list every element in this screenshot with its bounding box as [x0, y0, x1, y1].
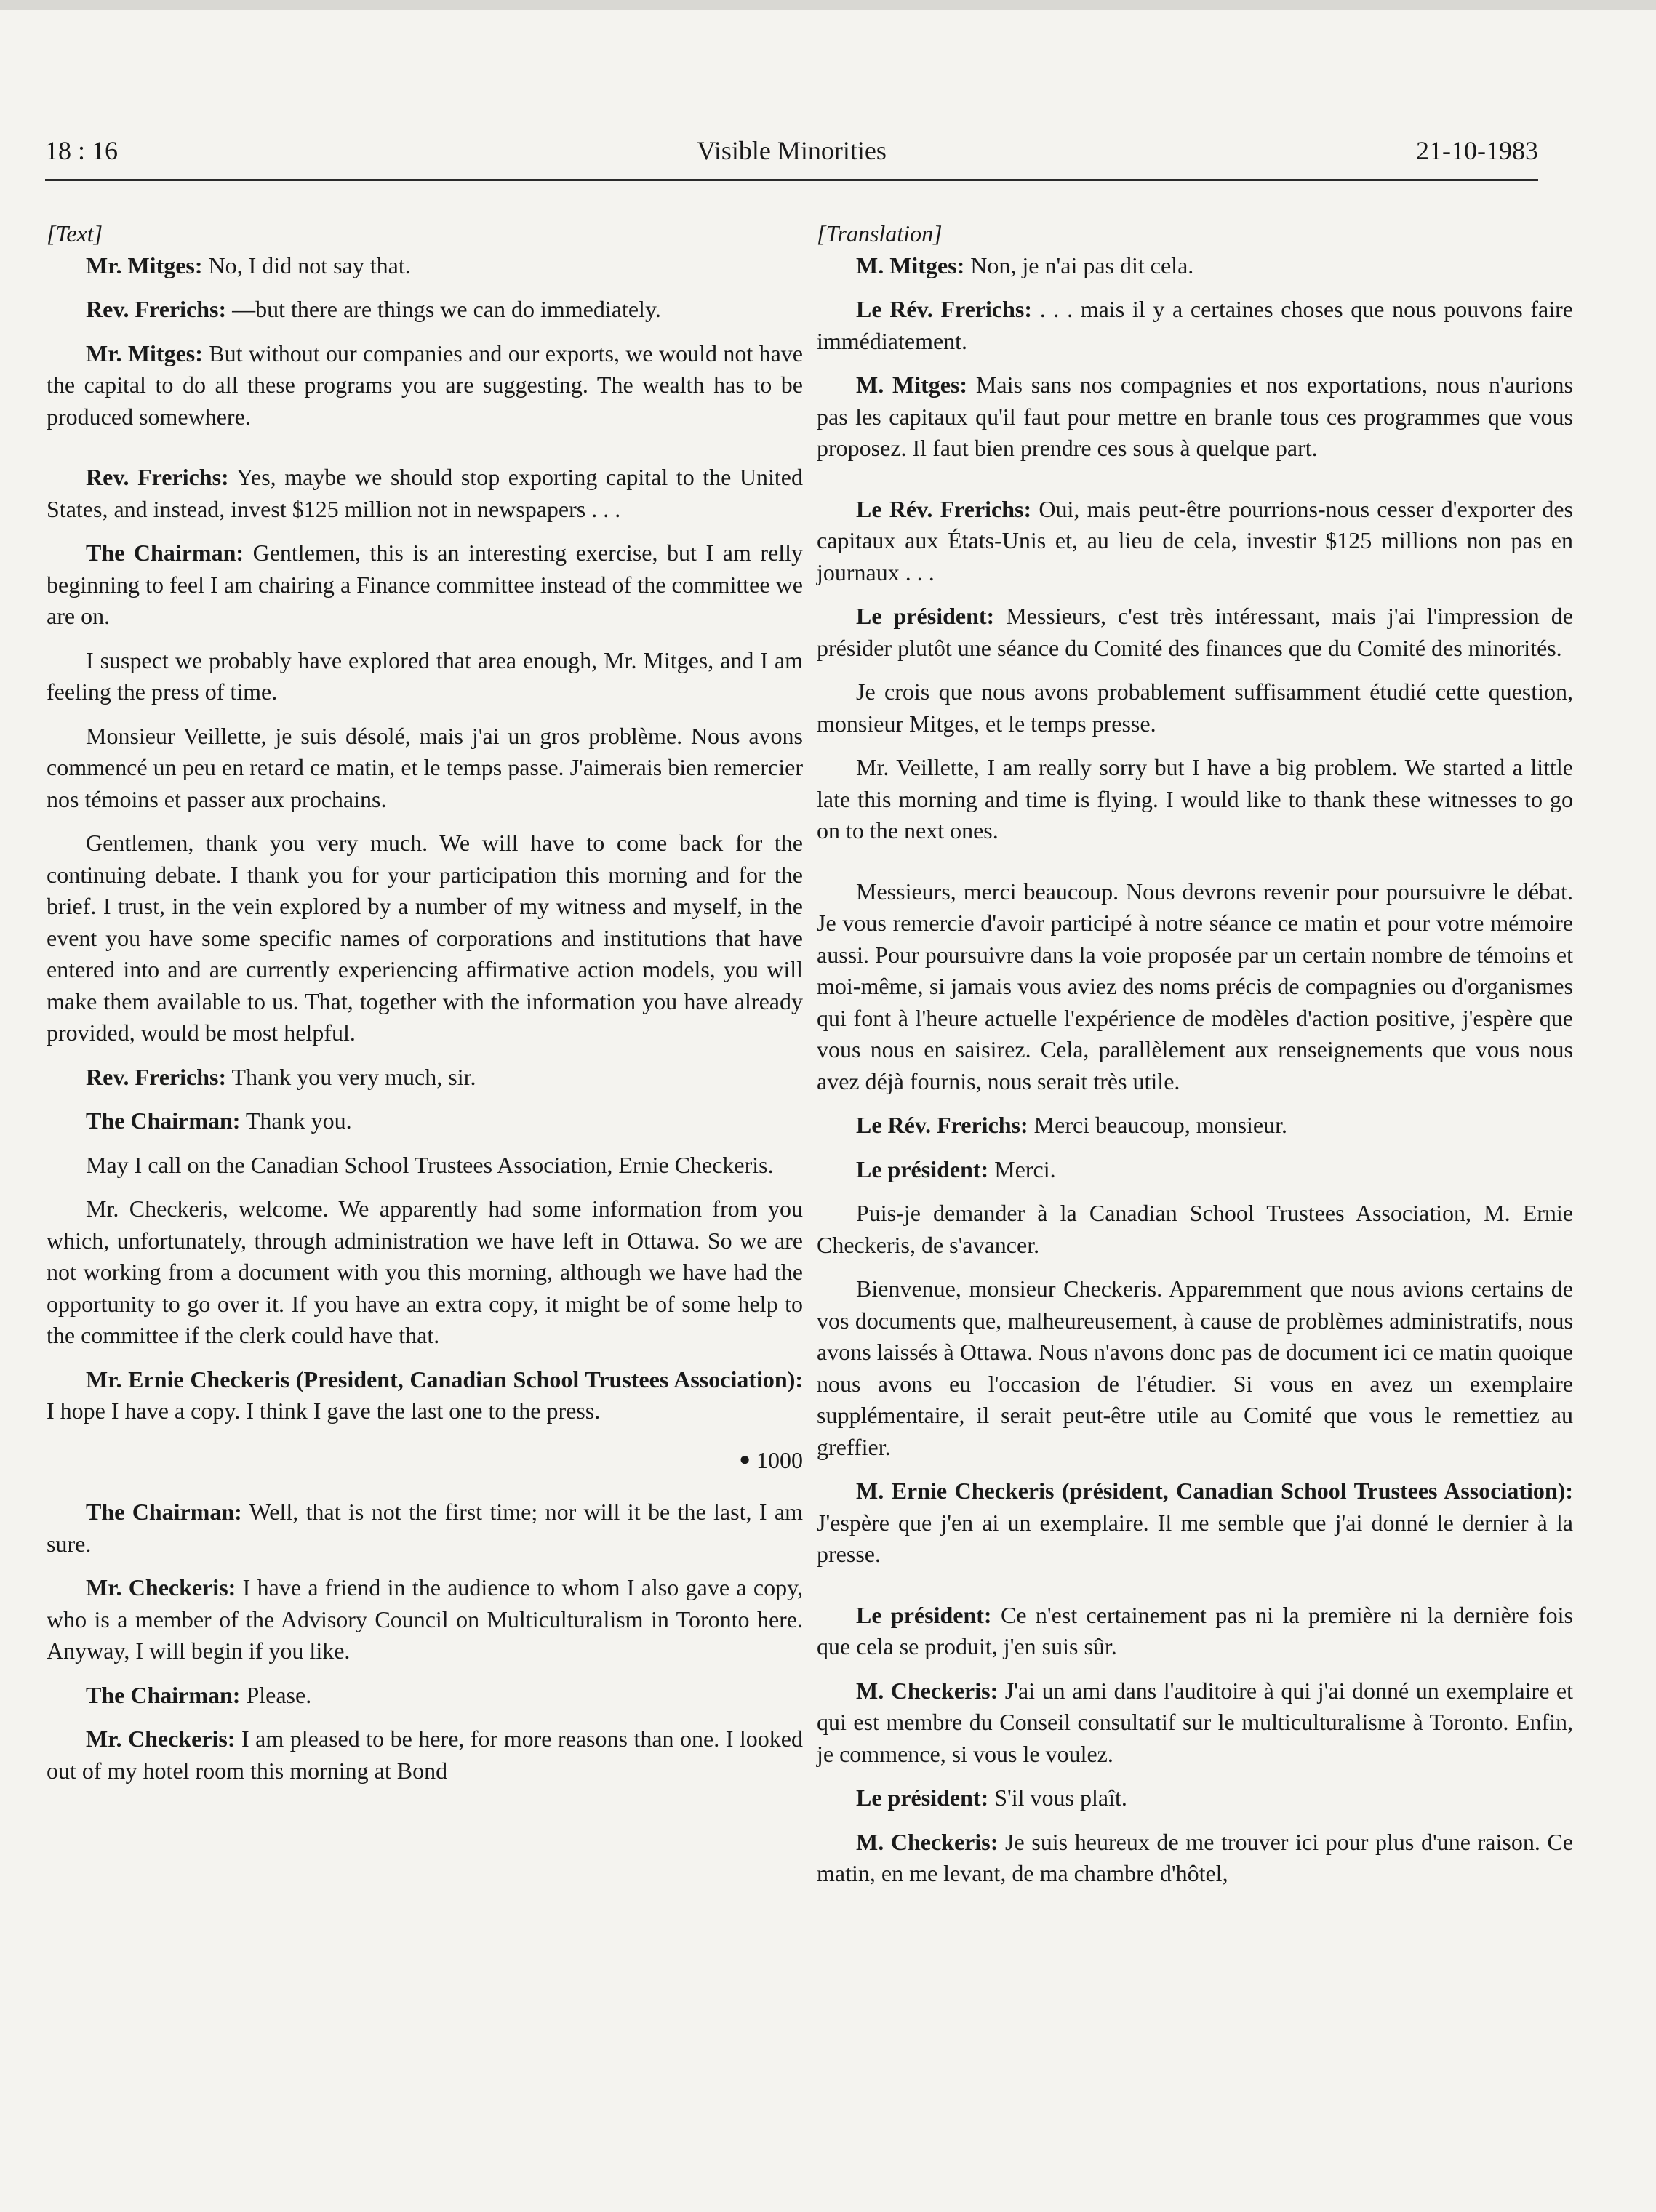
speaker-name: Le Rév. Frerichs:: [856, 296, 1033, 322]
speech-text: Messieurs, c'est très intéressant, mais j'ai l'impression de présider plutôt une séance du Comité des finances que du Comité des minorités.: [817, 603, 1574, 661]
transcript-paragraph: [817, 1154, 1573, 1186]
transcript-paragraph: [817, 369, 1573, 465]
speaker-name: Le président:: [856, 1784, 989, 1811]
speaker-name: M. Mitges:: [856, 372, 968, 398]
english-column: [47, 218, 803, 1799]
transcript-paragraph: [47, 1572, 803, 1667]
speaker-name: Le président:: [856, 603, 995, 629]
speech-text: Merci beaucoup, monsieur.: [1028, 1112, 1288, 1138]
speech-text: Je crois que nous avons probablement suffisamment étudié cette question, monsieur Mitges, et le temps presse.: [817, 678, 1573, 737]
speech-text: S'il vous plaît.: [988, 1784, 1127, 1811]
page-header: [45, 135, 1538, 166]
transcript-paragraph: [47, 462, 803, 525]
transcript-paragraph: [817, 676, 1573, 740]
time-marker-text: 1000: [756, 1446, 803, 1473]
transcript-paragraph: [817, 1782, 1573, 1814]
right-paragraphs: [817, 250, 1573, 1890]
speech-text: Gentlemen, thank you very much. We will have to come back for the continuing debate. I thank you for your participation this morning and for the brief. I trust, in the vein explored by a number of my witness and myself, in the event you have some specific names of corporations and institutions that have entered into and are currently experiencing affirmative action models, you will make them available to us. That, together with the information you have already provided, would be most helpful.: [47, 830, 803, 1046]
speech-text: Ce n'est certainement pas ni la première ni la dernière fois que cela se produit, j'en suis sûr.: [817, 1601, 1574, 1659]
speaker-name: Rev. Frerichs:: [86, 1063, 227, 1090]
transcript-paragraph: [817, 601, 1573, 664]
speech-text: . . . mais il y a certaines choses que nous pouvons faire immédiatement.: [817, 296, 1574, 354]
transcript-paragraph: [817, 1198, 1573, 1261]
speech-text: Je suis heureux de me trouver ici pour plus d'une raison. Ce matin, en me levant, de ma chambre d'hôtel,: [817, 1828, 1574, 1886]
speech-text: Mr. Checkeris, welcome. We apparently had some information from you which, unfortunately, through administration we have left in Ottawa. So we are not working from a document with you this morning, although we have had the opportunity to go over it. If you have an extra copy, it might be of some help to the committee if the clerk could have that.: [47, 1195, 803, 1348]
transcript-paragraph: [817, 1273, 1573, 1463]
transcript-paragraph: [817, 1675, 1573, 1771]
speech-text: But without our companies and our exports, we would not have the capital to do all these programs you are suggesting. The wealth has to be produced somewhere.: [47, 340, 804, 430]
transcript-paragraph: [817, 1827, 1573, 1890]
transcript-paragraph: [817, 752, 1573, 847]
speech-text: I suspect we probably have explored that area enough, Mr. Mitges, and I am feeling the press of time.: [47, 646, 803, 705]
transcript-paragraph: [817, 1475, 1573, 1571]
speaker-name: M. Mitges:: [856, 252, 965, 278]
speech-text: May I call on the Canadian School Trustees Association, Ernie Checkeris.: [86, 1151, 774, 1178]
transcript-paragraph: [817, 250, 1573, 282]
speech-text: Non, je n'ai pas dit cela.: [964, 252, 1194, 278]
speaker-name: The Chairman:: [86, 1499, 242, 1525]
transcript-paragraph: [47, 828, 803, 1049]
left-paragraphs-continued: [47, 1496, 803, 1787]
transcript-paragraph: [47, 645, 803, 708]
speaker-name: M. Ernie Checkeris (président, Canadian School Trustees Association):: [856, 1478, 1573, 1504]
page-top-edge: [0, 0, 1656, 10]
speech-text: Thank you.: [240, 1107, 352, 1134]
transcript-paragraph: [47, 338, 803, 433]
transcript-paragraph: [47, 1105, 803, 1137]
speaker-name: Le président:: [856, 1601, 992, 1628]
page-title: Visible Minorities: [697, 136, 887, 165]
page-number: 18 : 16: [45, 136, 119, 165]
speech-text: Thank you very much, sir.: [226, 1063, 476, 1090]
transcript-paragraph: [47, 721, 803, 816]
speech-text: Yes, maybe we should stop exporting capital to the United States, and instead, invest $125 million not in newspapers . . .: [47, 464, 804, 522]
speech-text: Gentlemen, this is an interesting exercise, but I am relly beginning to feel I am chairing a Finance committee instead of the committee we are on.: [47, 540, 804, 629]
transcript-paragraph: [817, 1110, 1573, 1142]
speech-text: Oui, mais peut-être pourrions-nous cesser d'exporter des capitaux aux États-Unis et, au lieu de cela, investir $125 millions non pas en journaux . . .: [817, 495, 1574, 585]
speaker-name: M. Checkeris:: [856, 1828, 999, 1855]
speaker-name: The Chairman:: [86, 1107, 241, 1134]
speaker-name: Mr. Checkeris:: [86, 1574, 236, 1600]
speech-text: Messieurs, merci beaucoup. Nous devrons revenir pour poursuivre le débat. Je vous remercie d'avoir participé à notre séance ce matin et pour votre mémoire aussi. Pour poursuivre dans la voie proposée par un certain nombre de témoins et moi-même, si jamais vous aviez des noms précis de compagnies ou d'organismes qui font à l'heure actuelle l'expérience de modèles d'action positive, j'espère que vous nous en saisirez. Cela, parallèlement aux renseignements que vous nous avez déjà fournis, nous serait très utile.: [817, 878, 1573, 1094]
transcript-paragraph: [47, 1723, 803, 1787]
transcript-paragraph: [817, 876, 1573, 1098]
speech-text: Bienvenue, monsieur Checkeris. Apparemment que nous avions certains de vos documents que, malheureusement, à cause de problèmes administratifs, nous avons laissés à Ottawa. Nous n'avons donc pas de document ici ce matin quoique nous avons eu l'occasion de l'étudier. Si vous en avez un exemplaire supplémentaire, il serait peut-être utile au Comité que vous le remettiez au greffier.: [817, 1275, 1573, 1460]
speech-text: J'ai un ami dans l'auditoire à qui j'ai donné un exemplaire et qui est membre du Conseil consultatif sur le multiculturalisme à Toronto. Enfin, je commence, si vous le voulez.: [817, 1677, 1574, 1767]
transcript-paragraph: [47, 1062, 803, 1094]
speech-text: —but there are things we can do immediately.: [226, 296, 661, 322]
header-rule: [45, 179, 1538, 181]
speech-text: No, I did not say that.: [202, 252, 411, 278]
speech-text: Merci.: [988, 1155, 1056, 1182]
transcript-paragraph: [817, 294, 1573, 357]
speaker-name: The Chairman:: [86, 1681, 241, 1708]
french-column: [817, 218, 1573, 1902]
speech-text: Monsieur Veillette, je suis désolé, mais j'ai un gros problème. Nous avons commencé un peu en retard ce matin, et le temps passe. J'aimerais bien remercier nos témoins et passer aux prochains.: [47, 722, 803, 812]
speech-text: I hope I have a copy. I think I gave the last one to the press.: [47, 1398, 601, 1424]
speech-text: Well, that is not the first time; nor will it be the last, I am sure.: [47, 1499, 804, 1557]
transcript-paragraph: [47, 1193, 803, 1352]
transcript-paragraph: [47, 294, 803, 326]
speech-text: Please.: [240, 1681, 312, 1708]
speech-text: Puis-je demander à la Canadian School Trustees Association, M. Ernie Checkeris, de s'avancer.: [817, 1200, 1573, 1258]
speech-text: Mr. Veillette, I am really sorry but I have a big problem. We started a little late this morning and time is flying. I would like to thank these witnesses to go on to the next ones.: [817, 754, 1573, 843]
transcript-paragraph: [47, 1150, 803, 1182]
speaker-name: Rev. Frerichs:: [86, 464, 229, 490]
transcript-paragraph: [47, 1680, 803, 1712]
left-paragraphs: [47, 250, 803, 1427]
speech-text: I have a friend in the audience to whom I also gave a copy, who is a member of the Advisory Council on Multiculturalism in Toronto here. Anyway, I will begin if you like.: [47, 1574, 804, 1664]
speech-text: I am pleased to be here, for more reasons than one. I looked out of my hotel room this morning at Bond: [47, 1726, 804, 1784]
speaker-name: M. Checkeris:: [856, 1677, 999, 1704]
speech-text: Mais sans nos compagnies et nos exportations, nous n'aurions pas les capitaux qu'il faut pour mettre en branle tous ces programmes que vous proposez. Il faut bien prendre ces sous à quelque part.: [817, 372, 1574, 461]
transcript-paragraph: [817, 494, 1573, 589]
time-marker: ● 1000: [739, 1446, 803, 1473]
speaker-name: Le président:: [856, 1155, 989, 1182]
speaker-name: Mr. Mitges:: [86, 340, 203, 366]
speaker-name: Mr. Checkeris:: [86, 1726, 236, 1752]
speaker-name: Mr. Ernie Checkeris (President, Canadian School Trustees Association):: [86, 1366, 803, 1392]
speaker-name: Mr. Mitges:: [86, 252, 203, 278]
column-tag: [Translation]: [817, 220, 943, 247]
speaker-name: Le Rév. Frerichs:: [856, 495, 1032, 522]
transcript-paragraph: [817, 1600, 1573, 1663]
transcript-paragraph: [47, 1364, 803, 1427]
speech-text: J'espère que j'en ai un exemplaire. Il me semble que j'ai donné le dernier à la presse.: [817, 1509, 1573, 1567]
speaker-name: Le Rév. Frerichs:: [856, 1112, 1028, 1138]
transcript-paragraph: [47, 537, 803, 633]
transcript-paragraph: [47, 1496, 803, 1560]
speaker-name: Rev. Frerichs:: [86, 296, 227, 322]
transcript-paragraph: [47, 250, 803, 282]
column-tag: [Text]: [47, 220, 103, 247]
page-date: 21-10-1983: [1416, 136, 1538, 165]
speaker-name: The Chairman:: [86, 540, 244, 566]
